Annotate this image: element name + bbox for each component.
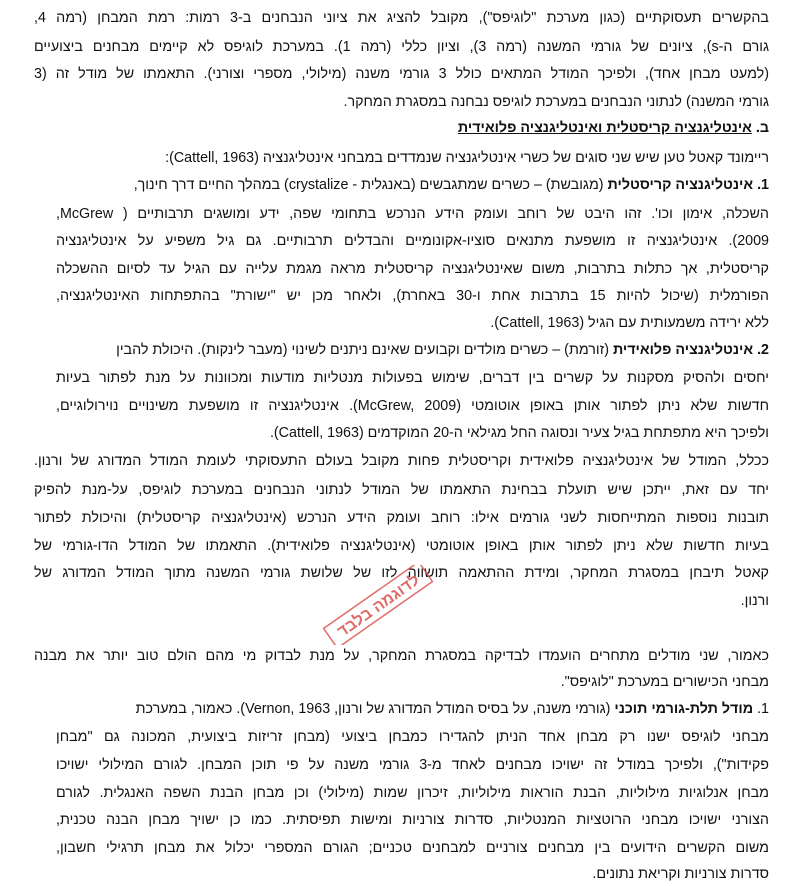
item2-term: אינטליגנציה פלואידית xyxy=(612,342,754,358)
item1-term: אינטליגנציה קריסטלית xyxy=(607,177,754,193)
item1-line-4: קריסטלית, אך כתלות בתרבות, משום שאינטליגנציה קריסטלית מראה מגמת עלייה עם הגיל עד לסיום ההשכלה xyxy=(56,261,769,277)
intro-line-3: (למעט מבחן אחד), ולפיכך המודל המתאים כולל 3 גורמי משנה (מילולי, מספרי וצורני). התאמתו של מודל זה (3 xyxy=(34,66,769,82)
item1-number: 1. xyxy=(757,177,769,193)
summary-line-4: בעיות חדשות שלא ניתן לפתור אותן באופן אוטומטי (אינטליגנציה פלואידית). התאמתו של המודל הדו-גורמי של xyxy=(34,538,769,554)
model1-line-2: מבחני לוגיפס ישנו רק מבחן אחד הניתן להגדירו כמבחן ביצועי (מבחן זריזות ביצועית, המכונה גם "מבחן xyxy=(56,729,769,745)
item1-line-3: 2009). אינטליגנציה זו מושפעת מתנאים סוציו-אקונומיים והבדלים תרבותיים. גם גיל משפיע על אינטליגנציה xyxy=(56,233,769,249)
model1-rest: (גורמי משנה, על בסיס המודל המדורג של ורנון, Vernon, 1963). כאמור, במערכת xyxy=(135,701,615,717)
model1-line-7: סדרות צורניות וקריאת נתונים. xyxy=(592,866,769,882)
item2-number: 2. xyxy=(757,342,769,358)
item1-rest: (מגובשת) – כשרים שמתגבשים (באנגלית - crystalize) במהלך החיים דרך חינוך, xyxy=(133,177,608,193)
summary-line-3: תובנות נוספות המתייחסות לשני גורמים אילו: רוחב ועומק הידע הנרכש (אינטליגנציה קריסטלית) והיכולת לפתור xyxy=(34,510,769,526)
intro-line-1: בהקשרים תעסוקתיים (כגון מערכת "לוגיפס"), מקובל להציג את ציוני הנבחנים ב-3 רמות: רמת המבחן (רמה 4, xyxy=(34,10,769,26)
models-line-1: כאמור, שני מודלים מתחרים הועמדו לבדיקה במסגרת המחקר, על מנת לבדוק מי מהם הולם טוב יותר את מבנה xyxy=(34,648,769,664)
section-intro: ריימונד קאטל טען שיש שני סוגים של כשרי אינטליגנציה שנמדדים במבחני אינטליגנציה (Cattell, 1963): xyxy=(165,150,769,166)
item1-line-1 xyxy=(134,176,769,194)
item1-line-2: השכלה, אימון וכו'. זהו היבט של רוחב ועומק הידע הנרכש בתחומי שפה, ידע ומושגים תרבותיים ( McGrew, xyxy=(56,206,769,222)
summary-line-5: קאטל תיבחן במסגרת המחקר, ומידת ההתאמה תושווה לזו של שלושת גורמי המשנה מתוך המודל המדורג של xyxy=(34,565,769,581)
summary-line-6: ורנון. xyxy=(740,593,769,609)
intro-line-2: גורם ה-s), ציונים של גורמי המשנה (רמה 3), וציון כללי (רמה 1). במערכת לוגיפס לא קיימים מבחנים ביצועיים xyxy=(34,39,769,55)
model1-line-5: הצורני ישויכו מבחני הרוטציות המנטליות, סדרות צורניות ומישות תפיסתית. כמו כן ישויך מבחן הבנה טכנית, xyxy=(56,812,769,828)
item1-line-6: ללא ירידה משמעותית עם הגיל (Cattell, 1963). xyxy=(490,315,769,331)
model1-term: מודל תלת-גורמי תוכני xyxy=(614,701,754,717)
intro-line-4: גורמי המשנה) לנתוני הנבחנים במערכת לוגיפס נבחנה במסגרת המחקר. xyxy=(343,94,769,110)
sample-watermark-stamp xyxy=(318,565,438,645)
model1-number: 1. xyxy=(757,701,769,717)
models-line-2: מבחני הכישורים במערכת "לוגיפס". xyxy=(560,674,769,690)
item2-line-3: חדשות שלא ניתן לפתור אותן באופן אוטומטי (McGrew, 2009). אינטליגנציה זו מושפעת משינויים נוירולוגיים, xyxy=(56,398,769,414)
model1-line-3: פקידות"), ולפיכך במודל זה ישויכו מבחנים לאחד מ-3 גורמי משנה על פי תוכן המבחן. לגורם המילולי ישויכו xyxy=(56,757,770,773)
model1-line-4: מבחן אנלוגיות מילוליות, הבנת הוראות מילוליות, זיכרון שמות (מילולי) וכן מבחן הבנת השפה האנגלית. לגורם xyxy=(56,785,769,801)
model1-line-6: משום הקשרים הידועים בין מבחנים צורניים למבחנים טכניים; הגורם המספרי יכלול את מבחן תרגילי חשבון, xyxy=(56,840,769,856)
item1-line-5: הפורמלית (שיכול להיות 15 בתרבות אחת ו-30 באחרת), ולאחר מכן יש "ישורת" בהתפתחות האינטליגנציה, xyxy=(56,288,769,304)
item2-rest: (זורמת) – כשרים מולדים וקבועים שאינם ניתנים לשינוי (מעבר לינקות). היכולת להבין xyxy=(116,342,613,358)
item2-line-2: יחסים ולהסיק מסקנות על קשרים בין דברים, שימוש בפעולות מנטליות מודעות ומכוונות על מנת לפתור בעיות xyxy=(56,370,769,386)
summary-line-2: יחד עם זאת, ייתכן שיש תועלת בבחינת התאמתו של המודל לנתוני הנבחנים במערכת לוגיפס, על-מנת להפיק xyxy=(34,482,769,498)
summary-line-1: ככלל, המודל של אינטליגנציה פלואידית וקריסטלית פחות מקובל בעולם התעסוקתי לעומת המודל המדורג של ורנון. xyxy=(34,453,769,469)
section-title: אינטליגנציה קריסטלית ואינטליגנציה פלואידית xyxy=(457,120,752,136)
item2-line-1 xyxy=(116,341,769,359)
item2-line-4: ולפיכך היא מתפתחת בגיל צעיר ונסוגה החל מגילאי ה-20 המוקדמים (Cattell, 1963). xyxy=(269,425,769,441)
section-number: ב. xyxy=(755,120,769,136)
model1-line-1 xyxy=(136,700,769,718)
watermark-text: לדוגמה בלבד xyxy=(334,571,424,641)
section-heading xyxy=(458,119,769,137)
